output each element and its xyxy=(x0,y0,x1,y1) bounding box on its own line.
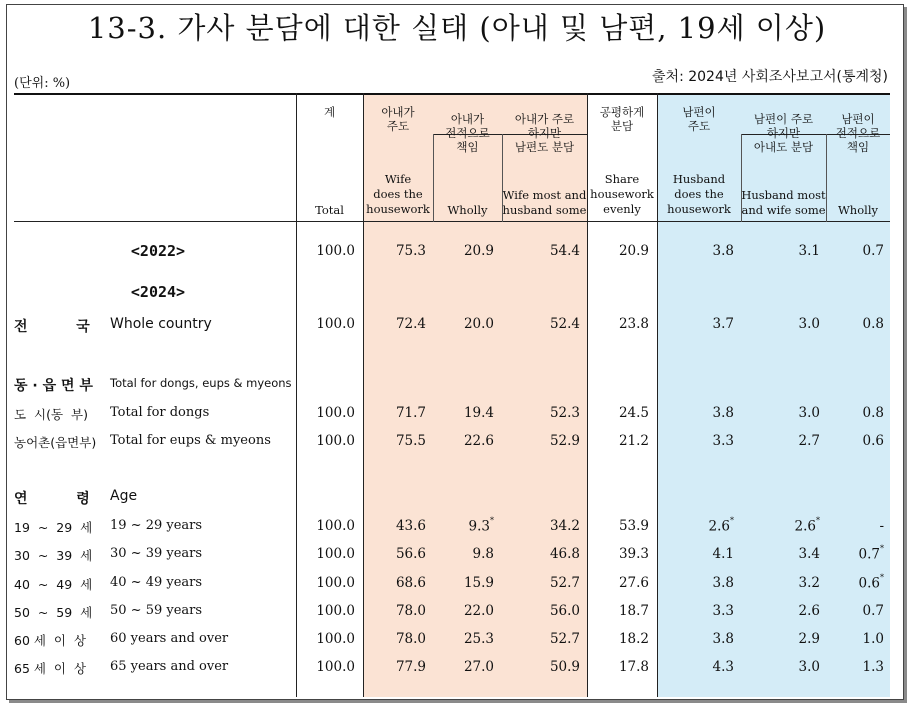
table-cell: 3.8 xyxy=(712,575,734,591)
table-cell: 2.6 xyxy=(798,603,820,619)
table-cell: 100.0 xyxy=(316,575,355,591)
table-cell: 0.6* xyxy=(858,573,884,592)
col-share-ko: 공평하게 분담 xyxy=(599,105,645,133)
row-label-en: 60 years and over xyxy=(110,631,229,646)
table-cell: 34.2 xyxy=(549,518,580,534)
table-cell: 52.4 xyxy=(549,316,580,332)
table-cell: 75.3 xyxy=(395,243,426,259)
unit-label: (단위: %) xyxy=(14,76,71,91)
table-cell: 100.0 xyxy=(316,546,355,562)
header-bottom-rule xyxy=(14,221,890,222)
row-label-en: Total for eups & myeons xyxy=(110,433,271,448)
page-title: 13-3. 가사 분담에 대한 실태 (아내 및 남편, 19세 이상) xyxy=(87,11,827,45)
table-cell: 100.0 xyxy=(316,243,355,259)
table-cell: 54.4 xyxy=(549,243,580,259)
table-cell: 78.0 xyxy=(395,631,426,647)
col-total-ko: 계 xyxy=(323,105,336,119)
table-cell: 4.3 xyxy=(712,659,734,675)
footnote-mark: * xyxy=(490,516,494,525)
table-cell: 18.7 xyxy=(618,603,649,619)
table-cell: 1.0 xyxy=(862,631,884,647)
row-label-ko: 60 세 이 상 xyxy=(14,633,86,648)
row-label-en: 19 ~ 29 years xyxy=(110,518,203,533)
row-label-ko: 19 ~ 29 세 xyxy=(14,520,93,535)
table-cell: 43.6 xyxy=(395,518,426,534)
footnote-mark: * xyxy=(880,544,884,553)
year-2024-label: <2024> xyxy=(130,283,186,301)
table-cell: 100.0 xyxy=(316,433,355,449)
table-cell: 22.0 xyxy=(463,603,494,619)
table-cell: 4.1 xyxy=(712,546,734,562)
table-cell: 27.0 xyxy=(463,659,494,675)
table-cell: 3.8 xyxy=(712,631,734,647)
col-husband-most-ko: 남편이 주로 하지만 아내도 분담 xyxy=(753,112,814,154)
table-cell: 39.3 xyxy=(618,546,649,562)
table-cell: 24.5 xyxy=(618,405,649,421)
table-cell: 0.8 xyxy=(862,405,884,421)
footnote-mark: * xyxy=(730,516,734,525)
table-cell: 18.2 xyxy=(618,631,649,647)
table-cell: 46.8 xyxy=(549,546,580,562)
row-label-en: Total for dongs xyxy=(110,405,210,420)
row-label-en: Total for dongs, eups & myeons xyxy=(110,376,292,390)
table-cell: 21.2 xyxy=(618,433,649,449)
row-label-en: 30 ~ 39 years xyxy=(110,546,203,561)
row-label-ko: 동 · 읍 면 부 xyxy=(14,378,93,394)
table-cell: 3.0 xyxy=(798,659,820,675)
table-cell: 77.9 xyxy=(395,659,426,675)
table-cell: 68.6 xyxy=(395,575,426,591)
col-wife-most-en: Wife most and husband some xyxy=(502,188,587,217)
table-cell: 0.7 xyxy=(862,243,884,259)
table-cell: 3.8 xyxy=(712,405,734,421)
table-cell: 9.8 xyxy=(472,546,494,562)
table-cell: 52.7 xyxy=(549,631,580,647)
table-cell: 3.0 xyxy=(798,316,820,332)
table-cell: 53.9 xyxy=(618,518,649,534)
col-wife-en: Wife does the housework xyxy=(366,172,430,216)
col-husband-wholly-en: Wholly xyxy=(837,203,878,217)
table-cell: 20.9 xyxy=(618,243,649,259)
row-label-ko: 40 ~ 49 세 xyxy=(14,577,93,592)
table-cell: 20.0 xyxy=(463,316,494,332)
col-wife-ko: 아내가 주도 xyxy=(381,105,415,133)
col-wife-wholly-ko: 아내가 전적으로 책임 xyxy=(445,112,490,154)
table-cell: 52.3 xyxy=(549,405,580,421)
table-cell: 3.0 xyxy=(798,405,820,421)
table-cell: 2.6* xyxy=(708,516,734,535)
table-cell: 0.6 xyxy=(862,433,884,449)
row-label-en: 65 years and over xyxy=(110,659,229,674)
table-cell: 100.0 xyxy=(316,659,355,675)
table-cell: 17.8 xyxy=(618,659,649,675)
table-cell: 2.7 xyxy=(798,433,820,449)
col-husband-en: Husband does the housework xyxy=(667,172,731,216)
row-label-en: 40 ~ 49 years xyxy=(110,575,203,590)
table-cell: 2.9 xyxy=(798,631,820,647)
table-cell: 2.6* xyxy=(794,516,820,535)
table-cell: 25.3 xyxy=(463,631,494,647)
table-cell: 78.0 xyxy=(395,603,426,619)
table-cell: 56.6 xyxy=(395,546,426,562)
table-cell: 3.3 xyxy=(712,433,734,449)
table-cell: 3.7 xyxy=(712,316,734,332)
row-label-ko: 50 ~ 59 세 xyxy=(14,605,93,620)
footnote-mark: * xyxy=(880,573,884,582)
table-cell: 3.8 xyxy=(712,243,734,259)
table-cell: 56.0 xyxy=(549,603,580,619)
table-cell: 100.0 xyxy=(316,603,355,619)
table-cell: 1.3 xyxy=(862,659,884,675)
row-label-en: 50 ~ 59 years xyxy=(110,603,203,618)
row-label-ko: 30 ~ 39 세 xyxy=(14,548,93,563)
table-cell: 100.0 xyxy=(316,316,355,332)
col-husband-ko: 남편이 주도 xyxy=(682,105,716,133)
col-husband-most-en: Husband most and wife some xyxy=(741,188,826,217)
row-label-ko: 전 국 xyxy=(14,319,90,335)
table-cell: 23.8 xyxy=(618,316,649,332)
table-cell: 0.7 xyxy=(862,603,884,619)
table-cell: 0.7* xyxy=(858,544,884,563)
table-top-rule xyxy=(14,93,890,95)
col-wife-wholly-en: Wholly xyxy=(447,203,488,217)
footnote-mark: * xyxy=(816,516,820,525)
table-cell: 50.9 xyxy=(549,659,580,675)
table-cell: 19.4 xyxy=(463,405,494,421)
table-cell: 71.7 xyxy=(395,405,426,421)
table-cell: 0.8 xyxy=(862,316,884,332)
col-wife-most-ko: 아내가 주로 하지만 남편도 분담 xyxy=(514,112,575,154)
row-label-ko: 농어촌(읍면부) xyxy=(14,435,97,450)
table-cell: 9.3* xyxy=(468,516,494,535)
source-label: 출처: 2024년 사회조사보고서(통계청) xyxy=(652,69,888,85)
table-cell: 3.2 xyxy=(798,575,820,591)
table-cell: 3.3 xyxy=(712,603,734,619)
col-total-en: Total xyxy=(315,203,344,217)
row-label-ko: 65 세 이 상 xyxy=(14,661,86,676)
table-cell: 52.7 xyxy=(549,575,580,591)
table-cell: 3.1 xyxy=(798,243,820,259)
row-label-en: Whole country xyxy=(110,316,212,332)
table-cell: 20.9 xyxy=(463,243,494,259)
table-cell: 3.4 xyxy=(798,546,820,562)
table-cell: - xyxy=(879,518,884,534)
table-cell: 27.6 xyxy=(618,575,649,591)
stub-divider xyxy=(296,93,297,697)
table-cell: 100.0 xyxy=(316,631,355,647)
year-2022-label: <2022> xyxy=(130,242,186,260)
table-cell: 100.0 xyxy=(316,405,355,421)
table-cell: 22.6 xyxy=(463,433,494,449)
row-label-en: Age xyxy=(110,488,138,504)
table-cell: 75.5 xyxy=(395,433,426,449)
col-share-en: Share housework evenly xyxy=(590,172,654,216)
table-cell: 52.9 xyxy=(549,433,580,449)
row-label-ko: 연 령 xyxy=(14,491,90,507)
row-label-ko: 도 시(동 부) xyxy=(14,407,88,422)
col-husband-wholly-ko: 남편이 전적으로 책임 xyxy=(835,112,881,154)
table-cell: 100.0 xyxy=(316,518,355,534)
table-cell: 15.9 xyxy=(463,575,494,591)
table-cell: 72.4 xyxy=(395,316,426,332)
